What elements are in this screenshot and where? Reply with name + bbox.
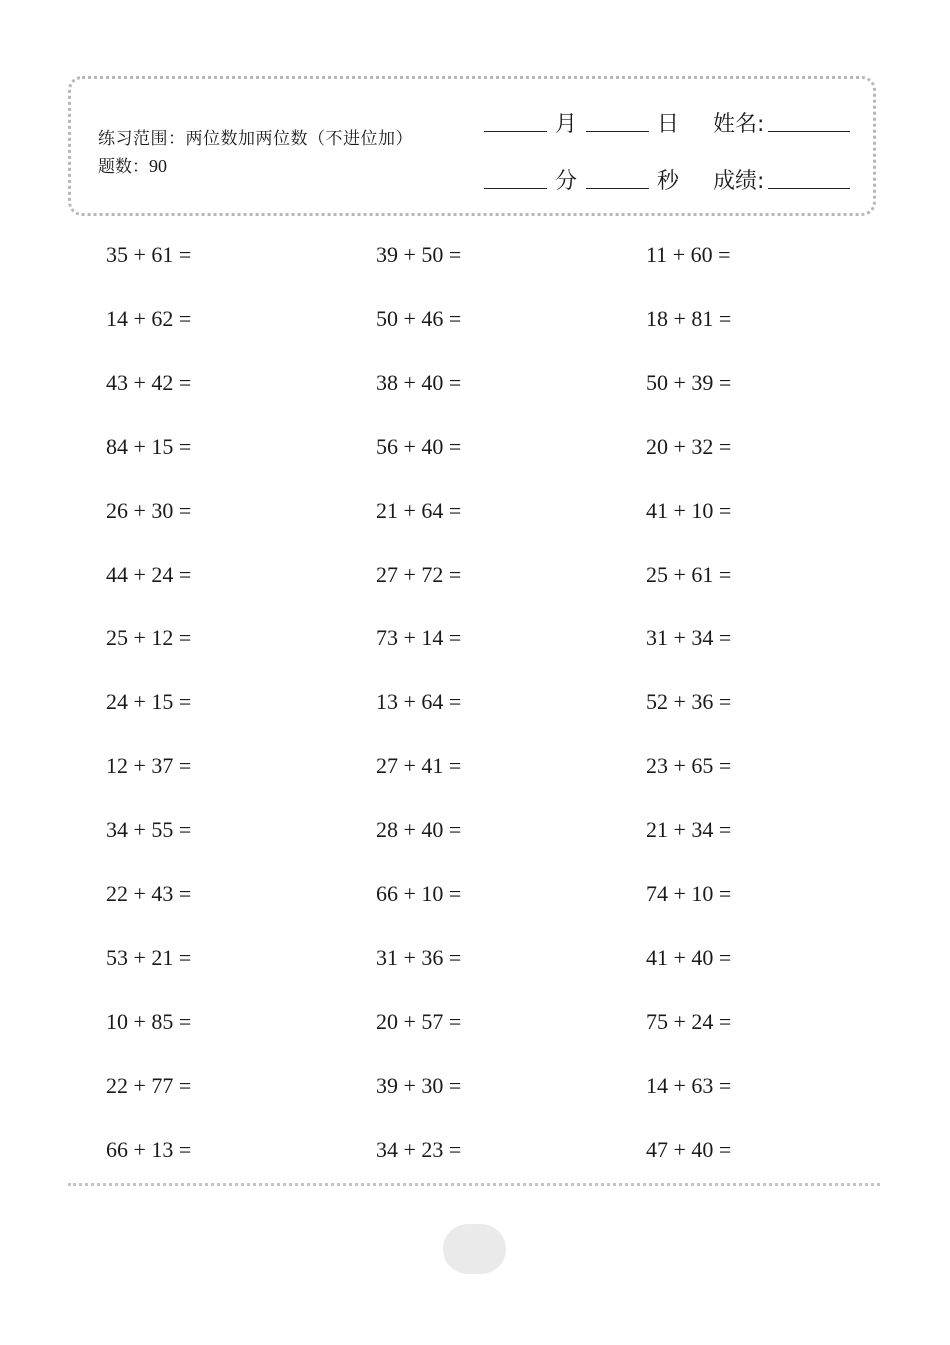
problem-item: 20 + 57 = xyxy=(376,1008,462,1034)
name-blank[interactable] xyxy=(768,113,850,132)
problem-item: 27 + 41 = xyxy=(376,753,462,779)
problem-item: 50 + 39 = xyxy=(646,369,732,395)
problem-item: 20 + 32 = xyxy=(646,433,732,459)
practice-scope: 练习范围：两位数加两位数（不进位加） xyxy=(98,129,413,149)
day-blank[interactable] xyxy=(586,113,649,132)
problem-item: 74 + 10 = xyxy=(646,881,732,906)
problem-item: 56 + 40 = xyxy=(376,433,462,459)
problem-item: 25 + 12 = xyxy=(106,625,192,651)
problem-item: 25 + 61 = xyxy=(646,561,732,587)
problem-item: 31 + 34 = xyxy=(646,625,732,651)
problem-item: 22 + 43 = xyxy=(106,881,192,906)
problem-item: 66 + 10 = xyxy=(376,881,462,906)
problem-item: 28 + 40 = xyxy=(376,817,462,843)
problem-item: 27 + 72 = xyxy=(376,561,462,587)
problem-item: 66 + 13 = xyxy=(106,1136,192,1162)
problem-item: 26 + 30 = xyxy=(106,497,192,523)
minute-label: 分 xyxy=(555,168,578,194)
time-score-row xyxy=(484,164,850,194)
problem-item: 50 + 46 = xyxy=(376,305,462,331)
problem-item: 34 + 23 = xyxy=(376,1136,462,1162)
second-blank[interactable] xyxy=(586,170,649,189)
problem-item: 52 + 36 = xyxy=(646,689,732,715)
problem-item: 39 + 30 = xyxy=(376,1072,462,1098)
score-blank[interactable] xyxy=(768,170,850,189)
problem-item: 31 + 36 = xyxy=(376,944,462,970)
problem-item: 13 + 64 = xyxy=(376,689,462,715)
problem-item: 18 + 81 = xyxy=(646,305,732,331)
problem-item: 53 + 21 = xyxy=(106,944,192,970)
problem-item: 11 + 60 = xyxy=(646,242,731,267)
problem-item: 47 + 40 = xyxy=(646,1136,732,1162)
problem-item: 38 + 40 = xyxy=(376,369,462,395)
problem-item: 73 + 14 = xyxy=(376,625,462,651)
score-label: 成绩: xyxy=(713,168,765,194)
date-name-row xyxy=(484,107,850,137)
name-label: 姓名: xyxy=(713,111,765,137)
problem-item: 75 + 24 = xyxy=(646,1008,732,1034)
page-number-badge xyxy=(443,1224,506,1274)
problem-count-label: 题数： xyxy=(98,157,149,177)
month-label: 月 xyxy=(555,111,578,137)
minute-blank[interactable] xyxy=(484,170,547,189)
problem-count-value: 90 xyxy=(149,156,167,176)
second-label: 秒 xyxy=(657,168,680,194)
problem-item: 41 + 40 = xyxy=(646,944,732,970)
problem-item: 39 + 50 = xyxy=(376,242,462,267)
bottom-divider xyxy=(68,1183,880,1186)
day-label: 日 xyxy=(657,111,680,137)
problem-count xyxy=(98,152,167,177)
problem-item: 24 + 15 = xyxy=(106,689,192,715)
month-blank[interactable] xyxy=(484,113,547,132)
problem-item: 21 + 64 = xyxy=(376,497,462,523)
problem-item: 35 + 61 = xyxy=(106,242,192,267)
problem-item: 44 + 24 = xyxy=(106,561,192,587)
problem-item: 14 + 62 = xyxy=(106,305,192,331)
problem-item: 10 + 85 = xyxy=(106,1008,192,1034)
problem-item: 41 + 10 = xyxy=(646,497,732,523)
problem-item: 23 + 65 = xyxy=(646,753,732,779)
problem-item: 43 + 42 = xyxy=(106,369,192,395)
problem-item: 12 + 37 = xyxy=(106,753,192,779)
problem-item: 84 + 15 = xyxy=(106,433,192,459)
problem-item: 21 + 34 = xyxy=(646,817,732,843)
problem-item: 34 + 55 = xyxy=(106,817,192,843)
problem-item: 22 + 77 = xyxy=(106,1072,192,1098)
problem-item: 14 + 63 = xyxy=(646,1072,732,1098)
